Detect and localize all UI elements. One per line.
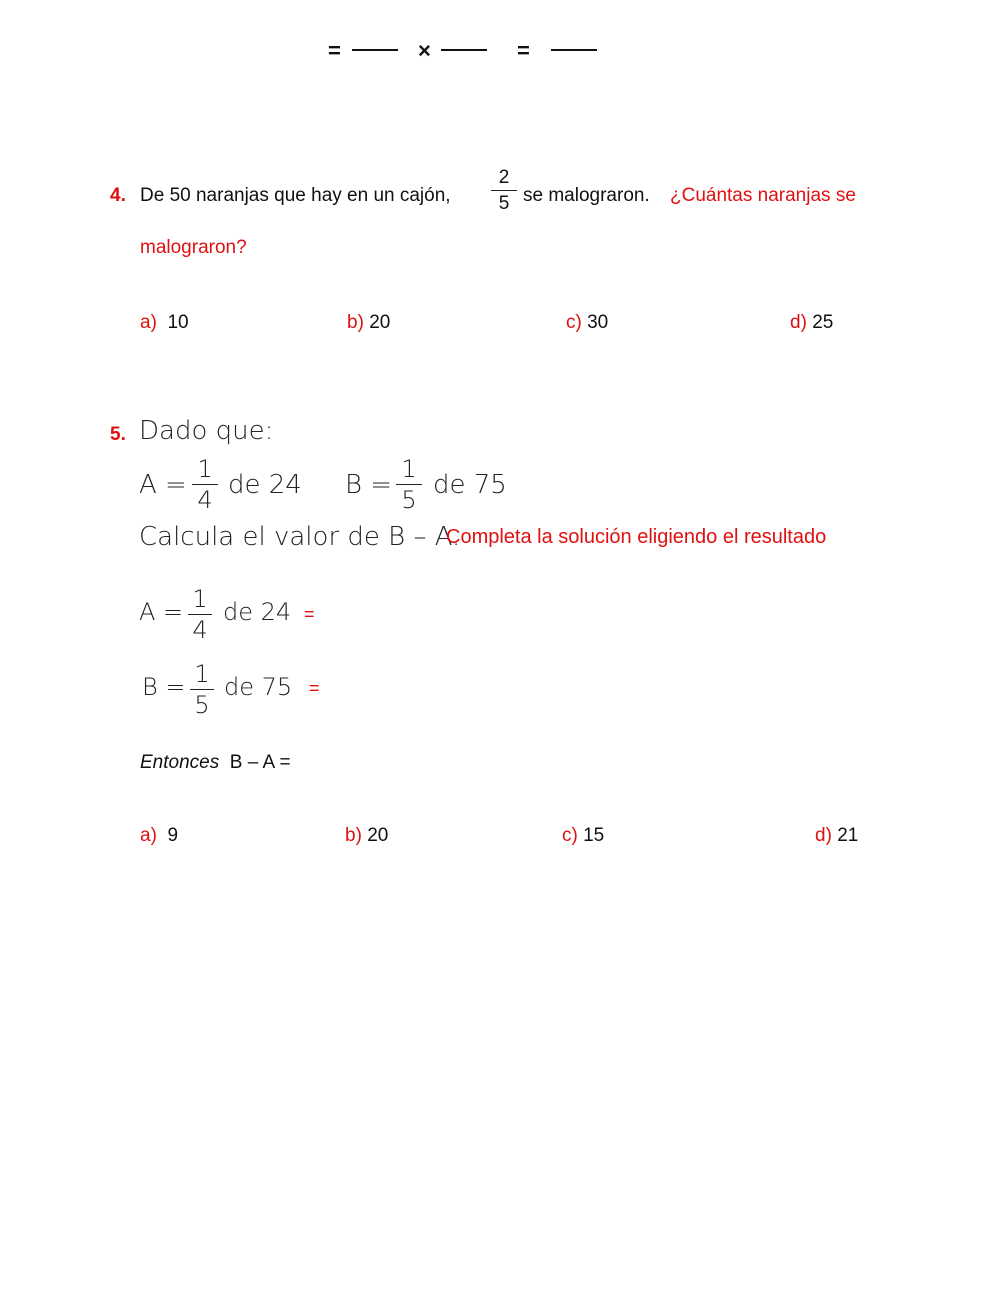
option-value: 9 [167,825,179,846]
solution-b-answer-slot[interactable] [335,674,425,704]
question-prompt: ¿Cuántas naranjas se [670,185,856,206]
given-b-rest: de 75 [433,470,507,500]
answer-blank-2[interactable] [441,49,487,51]
answer-blank-3[interactable] [551,49,597,51]
calc-prompt: Calcula el valor de B – A. [139,522,461,552]
then-word: Entonces [140,752,220,773]
option-letter: c) [562,825,578,846]
solution-b-label: B = [142,673,186,701]
option-letter: b) [347,312,364,333]
solution-a-label: A = [139,598,184,626]
option-value: 25 [812,312,834,333]
solution-a-rest: de 24 [223,598,292,626]
option-letter: a) [140,312,157,333]
final-answer-slot[interactable] [320,748,410,778]
option-b[interactable] [347,312,390,334]
option-letter: d) [790,312,807,333]
option-letter: d) [815,825,832,846]
numerator: 1 [192,585,208,613]
instruction-text: Completa la solución eligiendo el resultado [446,526,827,548]
given-b-label: B = [345,470,393,500]
option-d[interactable] [790,312,833,334]
then-expression: B – A = [229,752,291,773]
option-b[interactable] [345,825,388,847]
option-a[interactable] [140,312,189,334]
denominator: 5 [498,193,510,214]
solution-a-equals: = [304,604,315,624]
solution-a-answer-slot[interactable] [330,600,420,630]
denominator: 5 [401,486,417,514]
question-number: 5. [110,424,126,445]
numerator: 1 [197,455,213,483]
denominator: 5 [194,691,210,719]
option-a[interactable] [140,825,178,847]
option-letter: a) [140,825,157,846]
question-intro: Dado que: [139,416,274,446]
option-value: 21 [837,825,859,846]
option-c[interactable] [562,825,604,847]
question-text: De 50 naranjas que hay en un cajón, [140,185,451,206]
numerator: 1 [194,660,210,688]
times-sign: × [418,38,431,63]
numerator: 2 [498,167,510,188]
question-number: 4. [110,185,126,206]
denominator: 4 [192,616,208,644]
fraction-one-quarter [188,587,212,642]
solution-b-equals: = [309,678,320,698]
then-line [140,752,291,774]
option-d[interactable] [815,825,858,847]
equals-sign: = [517,38,530,63]
option-value: 10 [167,312,189,333]
option-value: 15 [583,825,605,846]
given-a-rest: de 24 [228,470,302,500]
numerator: 1 [401,455,417,483]
question-prompt: malograron? [140,237,247,258]
given-a-label: A = [139,470,187,500]
option-letter: c) [566,312,582,333]
question-text: se malograron. [523,185,650,206]
option-value: 20 [369,312,391,333]
answer-blank-1[interactable] [352,49,398,51]
option-value: 20 [367,825,389,846]
solution-b-rest: de 75 [224,673,293,701]
fraction-one-fifth [190,662,214,717]
fraction-one-quarter [192,457,218,512]
fraction-two-fifths [491,168,517,213]
denominator: 4 [197,486,213,514]
option-c[interactable] [566,312,608,334]
equals-sign: = [328,38,341,63]
option-letter: b) [345,825,362,846]
option-value: 30 [587,312,609,333]
fraction-one-fifth [396,457,422,512]
